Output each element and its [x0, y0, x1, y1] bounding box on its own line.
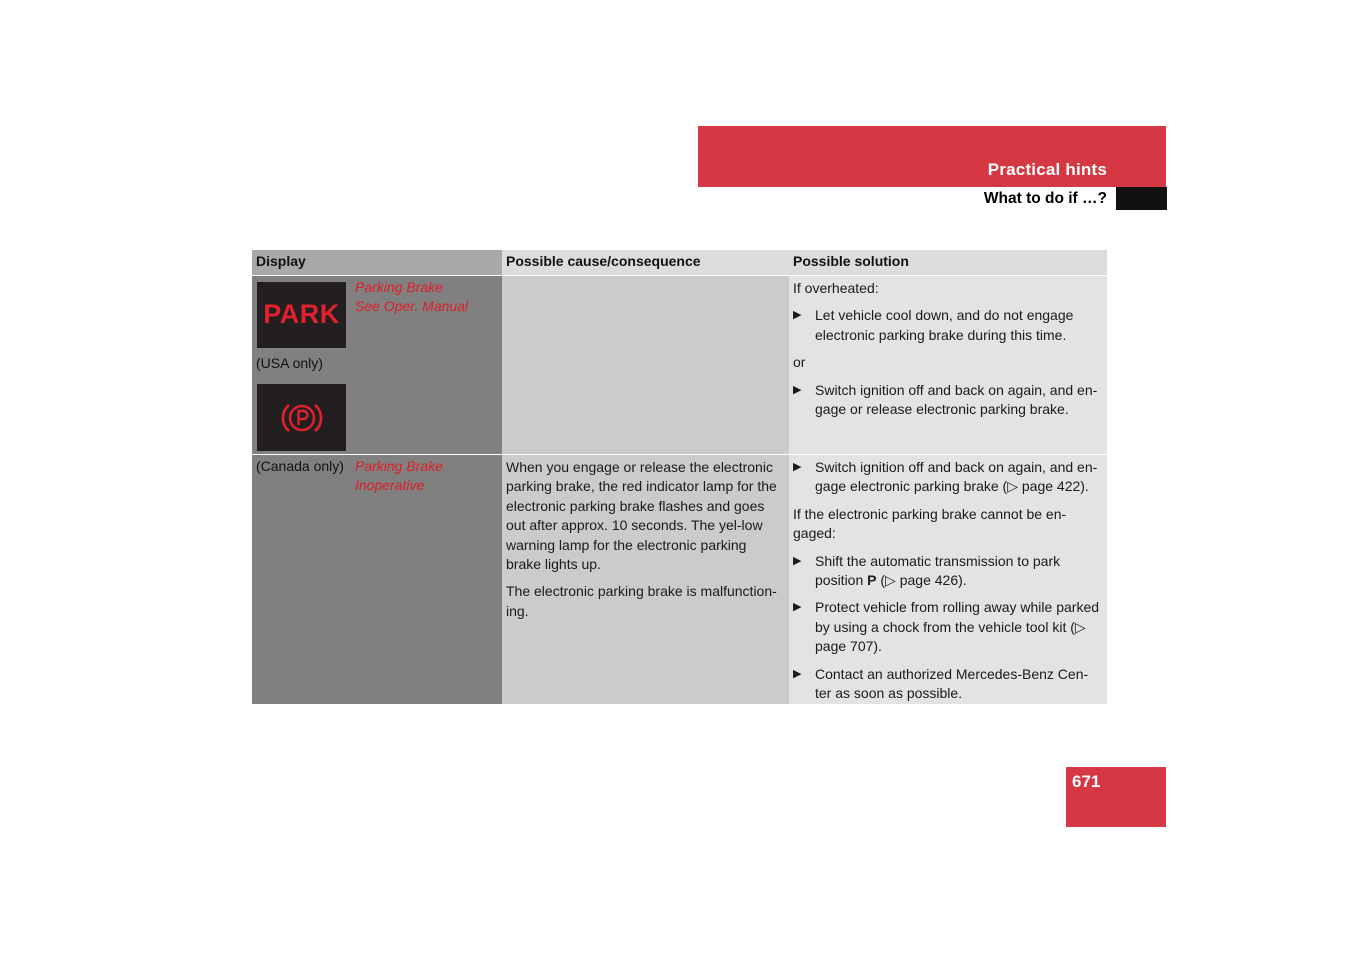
bullet-arrow-icon: ▶	[793, 309, 802, 322]
list-item-text: Let vehicle cool down, and do not engage electronic parking brake during this time.	[815, 307, 1074, 343]
message-line: See Oper. Manual	[355, 298, 469, 314]
table-row	[252, 276, 1107, 454]
list-item-text: Switch ignition off and back on again, and en-gage or release electronic parking brake.	[815, 381, 1098, 418]
table-row	[252, 454, 1107, 704]
list-item	[793, 665, 1103, 704]
subtitle: What to do if …?	[983, 190, 1107, 207]
text-segment: Shift the automatic transmission to park position	[815, 552, 1061, 589]
cause-paragraph: When you engage or release the electronic parking brake, the red indicator lamp for the electronic parking brake flashes and goes out after approx. 10 seconds. The yel-low warning lamp for the electronic parking brake lights up.	[506, 459, 777, 573]
bullet-arrow-icon: ▶	[793, 667, 802, 680]
list-item-text: Switch ignition off and back on again, and en-gage electronic parking brake (▷ page 422).	[815, 459, 1098, 495]
page-number-box	[1066, 767, 1166, 827]
gear-position-p: P	[867, 572, 877, 589]
list-item	[793, 552, 1103, 591]
message-line: Parking Brake	[355, 279, 443, 295]
page-number: 671	[1072, 772, 1101, 791]
solution-cell	[789, 455, 1107, 704]
list-item-text: Protect vehicle from rolling away while parked by using a chock from the vehicle tool kit (▷ page 707).	[815, 599, 1100, 655]
display-cell	[252, 455, 502, 704]
list-item-text	[815, 552, 1103, 591]
bullet-arrow-icon: ▶	[793, 601, 802, 614]
park-indicator-lamp	[257, 282, 346, 348]
thumb-tab	[1116, 187, 1167, 210]
list-item	[793, 381, 1103, 420]
table-header-row	[252, 250, 1107, 276]
display-cell	[252, 276, 502, 454]
bullet-arrow-icon: ▶	[793, 383, 802, 396]
list-item-text: Contact an authorized Mercedes-Benz Cen-ter as soon as possible.	[815, 665, 1089, 702]
list-item	[793, 306, 1103, 345]
column-header-display: Display	[252, 250, 502, 275]
bullet-arrow-icon: ▶	[793, 554, 802, 567]
parking-brake-indicator-icon	[257, 384, 346, 451]
section-title: Practical hints	[987, 160, 1107, 179]
display-message	[355, 278, 468, 316]
cell-divider	[352, 454, 502, 455]
column-header-cause: Possible cause/consequence	[506, 253, 701, 269]
list-item	[793, 458, 1103, 497]
list-item	[793, 598, 1103, 656]
cause-cell	[502, 455, 789, 704]
display-message-table	[252, 250, 1107, 704]
column-header-solution: Possible solution	[793, 253, 909, 269]
cause-paragraph: The electronic parking brake is malfunction-ing.	[506, 583, 777, 619]
parking-brake-icon	[280, 401, 324, 435]
solution-or: or	[793, 354, 806, 371]
cause-cell	[502, 276, 789, 454]
header-band	[698, 126, 1166, 187]
park-lamp-label: PARK	[263, 299, 340, 330]
display-message	[355, 457, 443, 495]
solution-intro: If the electronic parking brake cannot be en-gaged:	[793, 505, 1067, 542]
text-segment: (▷ page 426).	[876, 572, 967, 589]
region-label: (Canada only)	[256, 458, 344, 474]
bullet-arrow-icon: ▶	[793, 461, 802, 473]
message-line: Inoperative	[355, 477, 425, 493]
solution-intro: If overheated:	[793, 280, 879, 296]
region-label: (USA only)	[256, 355, 323, 371]
solution-cell	[789, 276, 1107, 454]
message-line: Parking Brake	[355, 458, 443, 474]
